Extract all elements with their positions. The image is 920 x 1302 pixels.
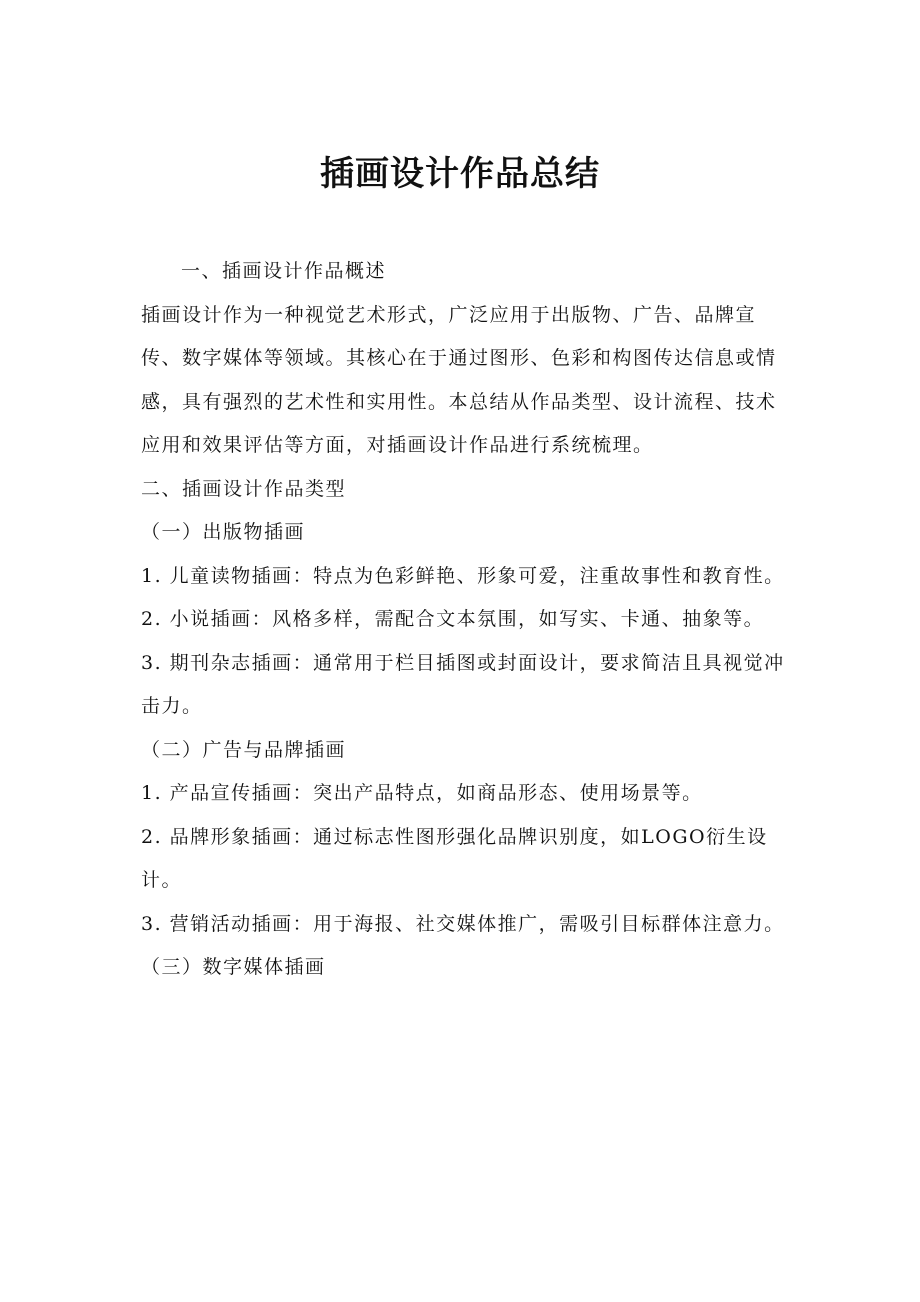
subsection-heading-advertising: （二）广告与品牌插画 xyxy=(141,738,347,761)
list-item: 2. 品牌形象插画：通过标志性图形强化品牌识别度，如LOGO衍生设计。 xyxy=(141,825,768,891)
document-body xyxy=(141,250,786,990)
list-item: 3. 期刊杂志插画：通常用于栏目插图或封面设计，要求简洁且具视觉冲击力。 xyxy=(141,651,785,717)
list-item: 1. 儿童读物插画：特点为色彩鲜艳、形象可爱，注重故事性和教育性。 xyxy=(141,564,785,587)
subsection-heading-publication: （一）出版物插画 xyxy=(141,521,306,543)
list-item: 2. 小说插画：风格多样，需配合文本氛围，如写实、卡通、抽象等。 xyxy=(141,608,765,630)
section-heading-types: 二、插画设计作品类型 xyxy=(141,477,347,500)
overview-paragraph: 插画设计作为一种视觉艺术形式，广泛应用于出版物、广告、品牌宣传、数字媒体等领域。其核心在于通过图形、色彩和构图传达信息或情感，具有强烈的艺术性和实用性。本总结从作品类型、设计流程、技术应用和效果评估等方面，对插画设计作品进行系统梳理。 xyxy=(141,303,777,456)
list-item: 3. 营销活动插画：用于海报、社交媒体推广，需吸引目标群体注意力。 xyxy=(141,912,785,935)
list-item: 1. 产品宣传插画：突出产品特点，如商品形态、使用场景等。 xyxy=(141,782,703,804)
page-title: 插画设计作品总结 xyxy=(320,154,600,194)
subsection-heading-digital: （三）数字媒体插画 xyxy=(141,956,326,978)
section-heading-overview: 一、插画设计作品概述 xyxy=(181,260,387,282)
